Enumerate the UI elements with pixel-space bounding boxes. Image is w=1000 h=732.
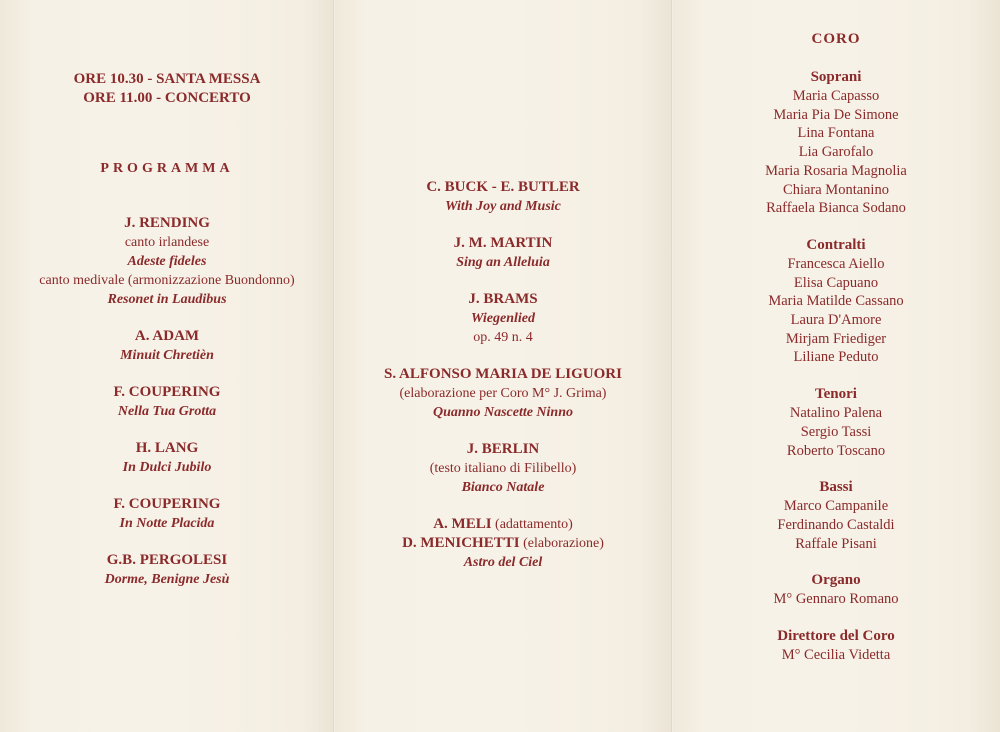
member-name: Ferdinando Castaldi — [777, 516, 895, 533]
composer-name: F. COUPERING — [113, 496, 221, 512]
program-item — [0, 214, 334, 309]
section-title: Direttore del Coro — [777, 628, 895, 645]
composer-name: J. M. MARTIN — [453, 235, 553, 251]
program-item — [0, 551, 334, 589]
choir-section — [672, 478, 1000, 553]
middle-program-list — [334, 178, 672, 572]
member-name: Marco Campanile — [783, 498, 889, 515]
program-item — [334, 440, 672, 497]
member-name: Mirjam Friediger — [785, 330, 887, 347]
composer-name: J. BERLIN — [466, 441, 540, 457]
choir-section — [672, 571, 1000, 609]
composer-name: S. ALFONSO MARIA DE LIGUORI — [384, 366, 622, 382]
section-title: Bassi — [819, 479, 853, 496]
piece-title: Resonet in Laudibus — [107, 292, 227, 307]
section-title: Contralti — [806, 236, 866, 253]
member-name: Lia Garofalo — [798, 144, 874, 161]
member-name: Chiara Montanino — [783, 181, 889, 198]
member-name: Raffaela Bianca Sodano — [766, 200, 906, 217]
piece-title: Sing an Alleluia — [456, 255, 550, 270]
fold-line — [671, 0, 673, 732]
piece-title: In Dulci Jubilo — [122, 460, 212, 475]
schedule-line: ORE 10.30 - SANTA MESSA — [73, 71, 261, 87]
member-name: Maria Pia De Simone — [773, 106, 899, 123]
schedule-line: ORE 11.00 - CONCERTO — [83, 90, 251, 106]
program-item — [334, 290, 672, 347]
right-panel — [672, 0, 1000, 732]
programma-title: PROGRAMMA — [100, 161, 234, 176]
piece-note: canto irlandese — [124, 235, 210, 250]
choir-list — [672, 68, 1000, 665]
choir-section — [672, 236, 1000, 367]
member-name: Laura D'Amore — [790, 312, 882, 329]
program-item — [334, 365, 672, 422]
composer-line — [334, 534, 672, 553]
program-item — [0, 495, 334, 533]
member-name: Lina Fontana — [797, 125, 875, 142]
program-item — [334, 178, 672, 216]
choir-section — [672, 627, 1000, 665]
program-item — [334, 515, 672, 572]
member-name: Maria Matilde Cassano — [768, 293, 904, 310]
piece-title: In Notte Placida — [119, 516, 215, 531]
program-item — [0, 439, 334, 477]
piece-title: Astro del Ciel — [463, 555, 543, 570]
left-panel — [0, 0, 334, 732]
left-program-list — [0, 214, 334, 589]
member-name: Maria Capasso — [792, 88, 880, 104]
piece-note: op. 49 n. 4 — [473, 330, 533, 345]
piece-title: With Joy and Music — [445, 199, 561, 214]
composer-role: (elaborazione) — [519, 536, 604, 551]
composer-role: (adattamento) — [491, 517, 573, 532]
member-name: Liliane Peduto — [793, 349, 879, 366]
composer-name: A. ADAM — [134, 328, 200, 344]
choir-section — [672, 68, 1000, 218]
piece-title: Wiegenlied — [470, 311, 536, 326]
program-item — [0, 327, 334, 365]
composer-name: J. BRAMS — [468, 291, 538, 307]
member-name: M° Gennaro Romano — [773, 591, 899, 608]
member-name: Elisa Capuano — [793, 274, 879, 291]
program-item — [334, 234, 672, 272]
piece-title: Minuit Chretièn — [120, 348, 214, 363]
member-name: Sergio Tassi — [800, 423, 872, 440]
piece-note: (testo italiano di Filibello) — [429, 461, 577, 476]
composer-name: A. MELI — [433, 516, 492, 532]
piece-note: (elaborazione per Coro M° J. Grima) — [399, 386, 607, 401]
piece-title: Adeste fideles — [127, 254, 207, 269]
member-name: Raffale Pisani — [795, 535, 877, 552]
member-name: Maria Rosaria Magnolia — [765, 162, 907, 179]
fold-line — [333, 0, 335, 732]
coro-title: CORO — [811, 31, 861, 47]
schedule — [0, 70, 334, 108]
composer-name: J. RENDING — [124, 215, 210, 231]
program-item — [0, 383, 334, 421]
member-name: Francesca Aiello — [787, 255, 885, 272]
composer-line — [334, 515, 672, 534]
member-name: Roberto Toscano — [786, 442, 886, 459]
composer-name: F. COUPERING — [113, 384, 221, 400]
composer-name: G.B. PERGOLESI — [106, 552, 228, 568]
section-title: Soprani — [810, 69, 862, 85]
piece-title: Dorme, Benigne Jesù — [104, 572, 230, 587]
section-title: Organo — [811, 572, 861, 589]
choir-section — [672, 385, 1000, 460]
middle-panel — [334, 0, 672, 732]
composer-name: D. MENICHETTI — [402, 535, 520, 551]
section-title: Tenori — [815, 386, 857, 403]
composer-name: C. BUCK - E. BUTLER — [426, 179, 580, 195]
piece-note: canto medivale (armonizzazione Buondonno) — [39, 273, 295, 288]
piece-title: Quanno Nascette Ninno — [432, 405, 574, 420]
piece-title: Bianco Natale — [461, 480, 545, 495]
piece-title: Nella Tua Grotta — [117, 404, 217, 419]
member-name: Natalino Palena — [789, 405, 883, 422]
composer-name: H. LANG — [135, 440, 199, 456]
member-name: M° Cecilia Videtta — [781, 647, 891, 664]
